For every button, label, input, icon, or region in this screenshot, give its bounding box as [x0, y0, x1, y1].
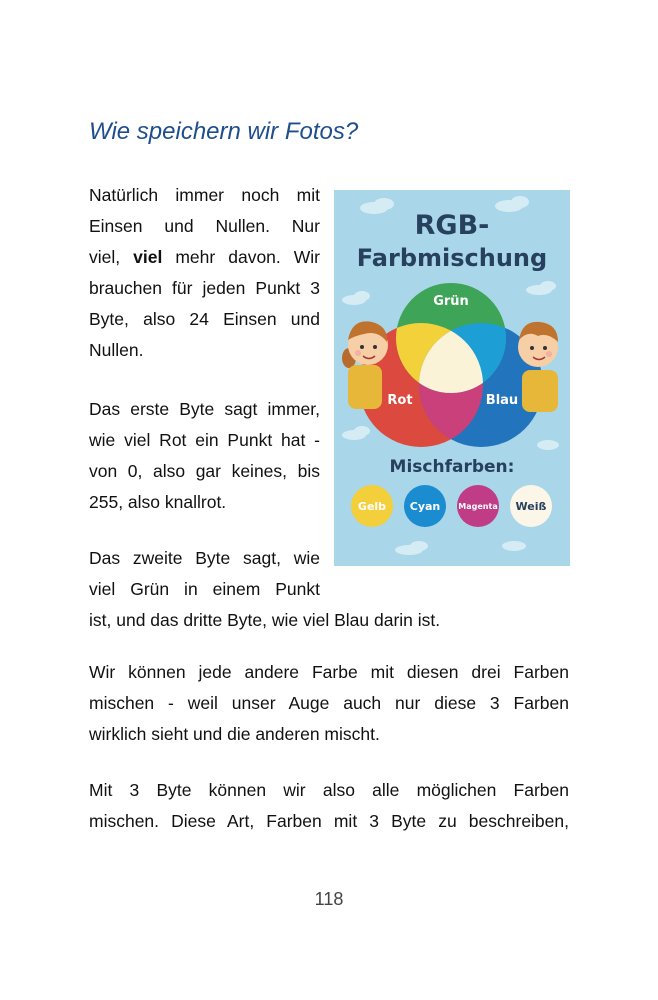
text-line: Wir können jede andere Farbe mit diesen drei Farben: [89, 662, 569, 682]
text-line: mischen. Diese Art, Farben mit 3 Byte zu beschreiben,: [89, 811, 569, 831]
text-line: 255, also knallrot.: [89, 492, 227, 512]
label-blue: Blau: [485, 393, 519, 408]
rgb-illustration-svg: [334, 190, 570, 566]
illustration-title-line1: RGB-: [414, 210, 490, 241]
text-line: Byte, also 24 Einsen und: [89, 309, 320, 329]
text-line: Natürlich immer noch mit: [89, 185, 320, 205]
text-line: Einsen und Nullen. Nur: [89, 216, 320, 236]
text-fragment: viel,: [89, 247, 134, 267]
text-line: wirklich sieht und die anderen mischt.: [89, 724, 380, 744]
label-green: Grün: [433, 294, 469, 309]
text-line: viel Grün in einem Punkt: [89, 579, 320, 599]
rgb-illustration: [334, 190, 570, 566]
text-line: [89, 242, 320, 273]
emphasis-text: viel: [133, 247, 163, 267]
text-line: ist, und das dritte Byte, wie viel Blau darin ist.: [89, 610, 441, 630]
paragraph-1: [89, 180, 320, 366]
paragraph-2: [89, 394, 320, 518]
mix-heading: Mischfarben:: [389, 457, 515, 477]
paragraph-5: [89, 775, 569, 837]
swatch-label-cyan: Cyan: [409, 500, 441, 513]
swatch-label-white: Weiß: [515, 500, 547, 513]
paragraph-4: [89, 657, 569, 750]
text-line: mischen - weil unser Auge auch nur diese 3 Farben: [89, 693, 569, 713]
illustration-title-line2: Farbmischung: [356, 244, 548, 272]
text-line: Nullen.: [89, 340, 144, 360]
text-line: brauchen für jeden Punkt 3: [89, 278, 320, 298]
label-red: Rot: [387, 393, 413, 408]
text-line: Das erste Byte sagt immer,: [89, 399, 320, 419]
text-line: Mit 3 Byte können wir also alle möglichen Farben: [89, 780, 569, 800]
swatch-label-yellow: Gelb: [357, 500, 387, 513]
text-fragment: mehr davon. Wir: [162, 247, 321, 267]
page-heading: Wie speichern wir Fotos?: [89, 118, 359, 145]
text-line: von 0, also gar keines, bis: [89, 461, 320, 481]
text-line: Das zweite Byte sagt, wie: [89, 548, 320, 568]
page-number: 118: [314, 889, 344, 909]
swatch-label-magenta: Magenta: [458, 502, 498, 511]
text-line: wie viel Rot ein Punkt hat -: [89, 430, 320, 450]
